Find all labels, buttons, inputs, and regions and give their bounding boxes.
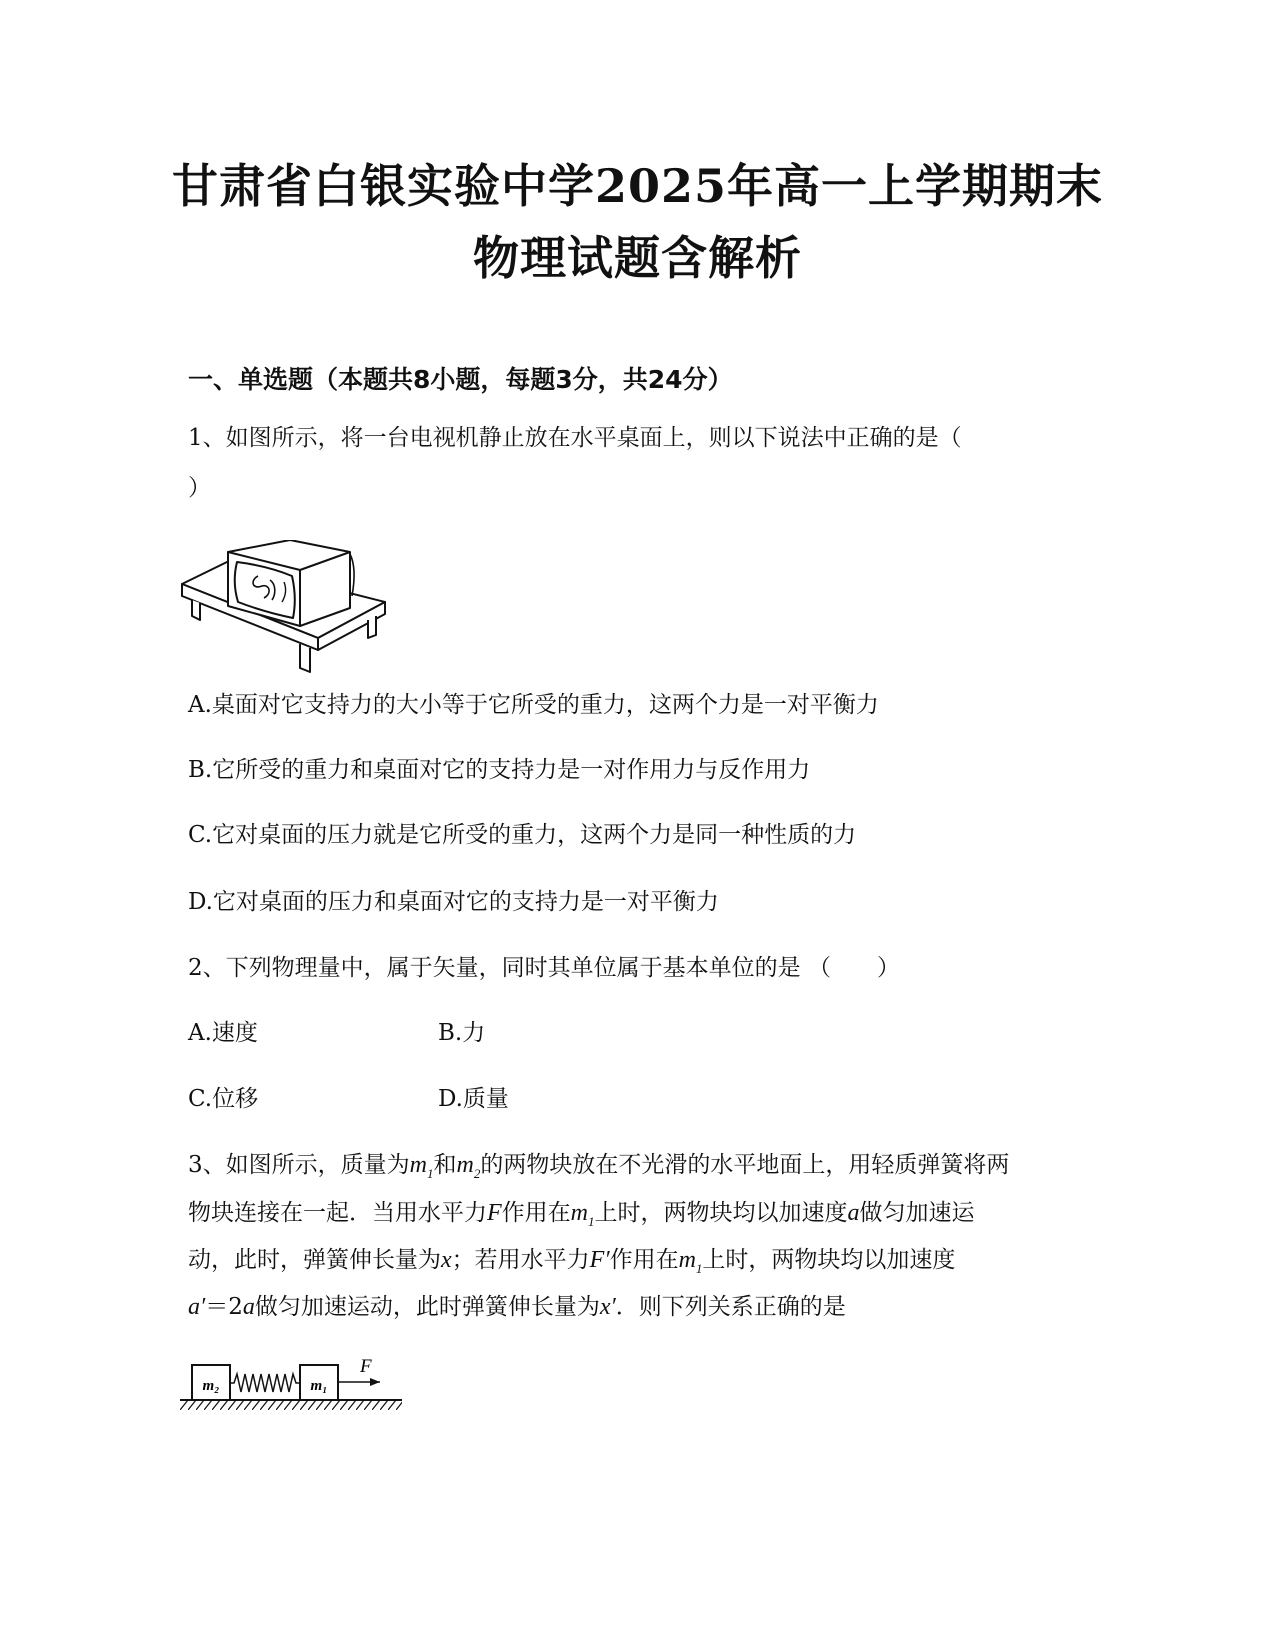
q2-option-b: B.力 (438, 1020, 486, 1046)
q3-var-m1: $m_1$ (570, 1200, 595, 1229)
blocks-spring-figure (180, 1350, 410, 1425)
q3-stem-line1 (188, 1150, 1009, 1189)
document-title-line2: 物理试题含解析 (473, 231, 802, 285)
q3-text: 和 (433, 1152, 457, 1178)
q3-var-F: F (487, 1200, 502, 1226)
q2-stem: 2、下列物理量中，属于矢量，同时其单位属于基本单位的是 （ ） (188, 955, 900, 981)
q1-stem-line2: ） (188, 475, 211, 501)
q3-var-m1: $m_1$ (409, 1152, 434, 1181)
q3-text: 作用在 (501, 1200, 571, 1226)
q3-var-m1: $m_1$ (678, 1247, 703, 1276)
q3-stem-line3 (188, 1245, 955, 1284)
tv-on-table-figure (180, 540, 405, 685)
q3-var-x: x (441, 1247, 452, 1273)
q3-var-a: a (242, 1294, 255, 1320)
q3-stem-line4 (188, 1292, 846, 1322)
q3-text: 3、如图所示，质量为 (188, 1152, 410, 1178)
q3-var-F-prime: F′ (589, 1247, 610, 1273)
spring (230, 1374, 300, 1392)
section-heading-single-choice: 一、单选题（本题共8小题，每题3分，共24分） (188, 365, 733, 394)
q1-option-c: C.它对桌面的压力就是它所受的重力，这两个力是同一种性质的力 (188, 822, 857, 848)
q3-text: ＝2 (205, 1294, 243, 1320)
q3-var-m2: $m_2$ (456, 1152, 481, 1181)
q2-option-d: D.质量 (438, 1086, 509, 1112)
label-m2: m₂ (202, 1378, 220, 1394)
q2-option-a: A.速度 (188, 1020, 258, 1046)
label-F: F (360, 1356, 372, 1377)
q1-option-a: A.桌面对它支持力的大小等于它所受的重力，这两个力是一对平衡力 (188, 692, 879, 718)
q3-text: 作用在 (609, 1247, 679, 1273)
label-m1: m₁ (310, 1378, 328, 1394)
q3-text: 做匀加速运动，此时弹簧伸长量为 (254, 1294, 600, 1320)
q3-text: 的两物块放在不光滑的水平地面上，用轻质弹簧将两 (480, 1152, 1010, 1178)
q1-option-d: D.它对桌面的压力和桌面对它的支持力是一对平衡力 (188, 889, 719, 915)
q3-text: 上时，两物块均以加速度 (702, 1247, 956, 1273)
q1-stem-line1: 1、如图所示，将一台电视机静止放在水平桌面上，则以下说法中正确的是（ (188, 425, 962, 451)
q3-text: ；若用水平力 (451, 1247, 590, 1273)
document-title-line1: 甘肃省白银实验中学2025年高一上学期期末 (171, 159, 1104, 213)
q2-option-c: C.位移 (188, 1086, 259, 1112)
q3-text: ．则下列关系正确的是 (615, 1294, 846, 1320)
q3-text: 物块连接在一起．当用水平力 (188, 1200, 487, 1226)
q3-text: 上时，两物块均以加速度 (594, 1200, 848, 1226)
q3-var-a: a (847, 1200, 860, 1226)
q3-text: 动，此时，弹簧伸长量为 (188, 1247, 441, 1273)
q3-stem-line2 (188, 1198, 975, 1237)
q3-var-a-prime: a′ (188, 1294, 206, 1320)
q3-text: 做匀加速运 (859, 1200, 975, 1226)
q3-var-x-prime: x′ (599, 1294, 616, 1320)
q1-option-b: B.它所受的重力和桌面对它的支持力是一对作用力与反作用力 (188, 757, 811, 783)
